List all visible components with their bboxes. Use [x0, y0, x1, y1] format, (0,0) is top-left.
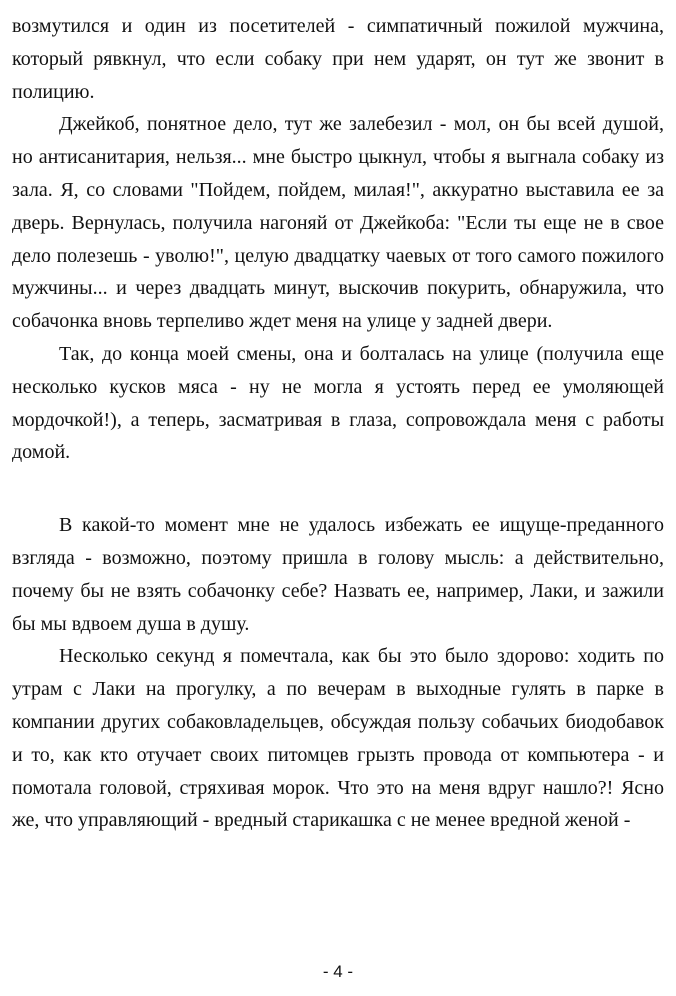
section-gap [12, 469, 664, 509]
paragraph-2: Джейкоб, понятное дело, тут же залебезил - мол, он бы всей душой, но антисанитария, нельзя... мне быстро цыкнул, чтобы я выгнала собаку из зала. Я, со словами "Пойдем, пойдем, милая!", аккуратно выставила ее за дверь. Вернулась, получила нагоняй от Джейкоба: "Если ты еще не в свое дело полезешь - уволю!", целую двадцатку чаевых от того самого пожилого мужчины... и через двадцать минут, выскочив покурить, обнаружила, что собачонка вновь терпеливо ждет меня на улице у задней двери. [12, 113, 664, 333]
paragraph-3: Так, до конца моей смены, она и болталась на улице (получила еще несколько кусков мяса - ну не могла я устоять перед ее умоляющей мордочкой!), а теперь, засматривая в глаза, сопровождала меня с работы домой. [12, 342, 664, 464]
paragraph-4: В какой-то момент мне не удалось избежать ее ищуще-преданного взгляда - возможно, поэтому пришла в голову мысль: а действительно, почему бы не взять собачонку себе? Назвать ее, например, Лаки, и зажили бы мы вдвоем душа в душу. [12, 514, 664, 635]
page-number: - 4 - [322, 962, 354, 981]
book-page [12, 10, 664, 837]
paragraph-1: возмутился и один из посетителей - симпатичный пожилой мужчина, который рявкнул, что если собаку при нем ударят, он тут же звонит в полицию. [12, 15, 664, 103]
paragraph-5: Несколько секунд я помечтала, как бы это было здорово: ходить по утрам с Лаки на прогулку, а по вечерам в выходные гулять в парке в компании других собаковладельцев, обсуждая пользу собачьих биодобавок и то, как кто отучает своих питомцев грызть провода от компьютера - и помотала головой, стряхивая морок. Что это на меня вдруг нашло?! Ясно же, что управляющий - вредный старикашка с не менее вредной женой - [12, 645, 664, 832]
